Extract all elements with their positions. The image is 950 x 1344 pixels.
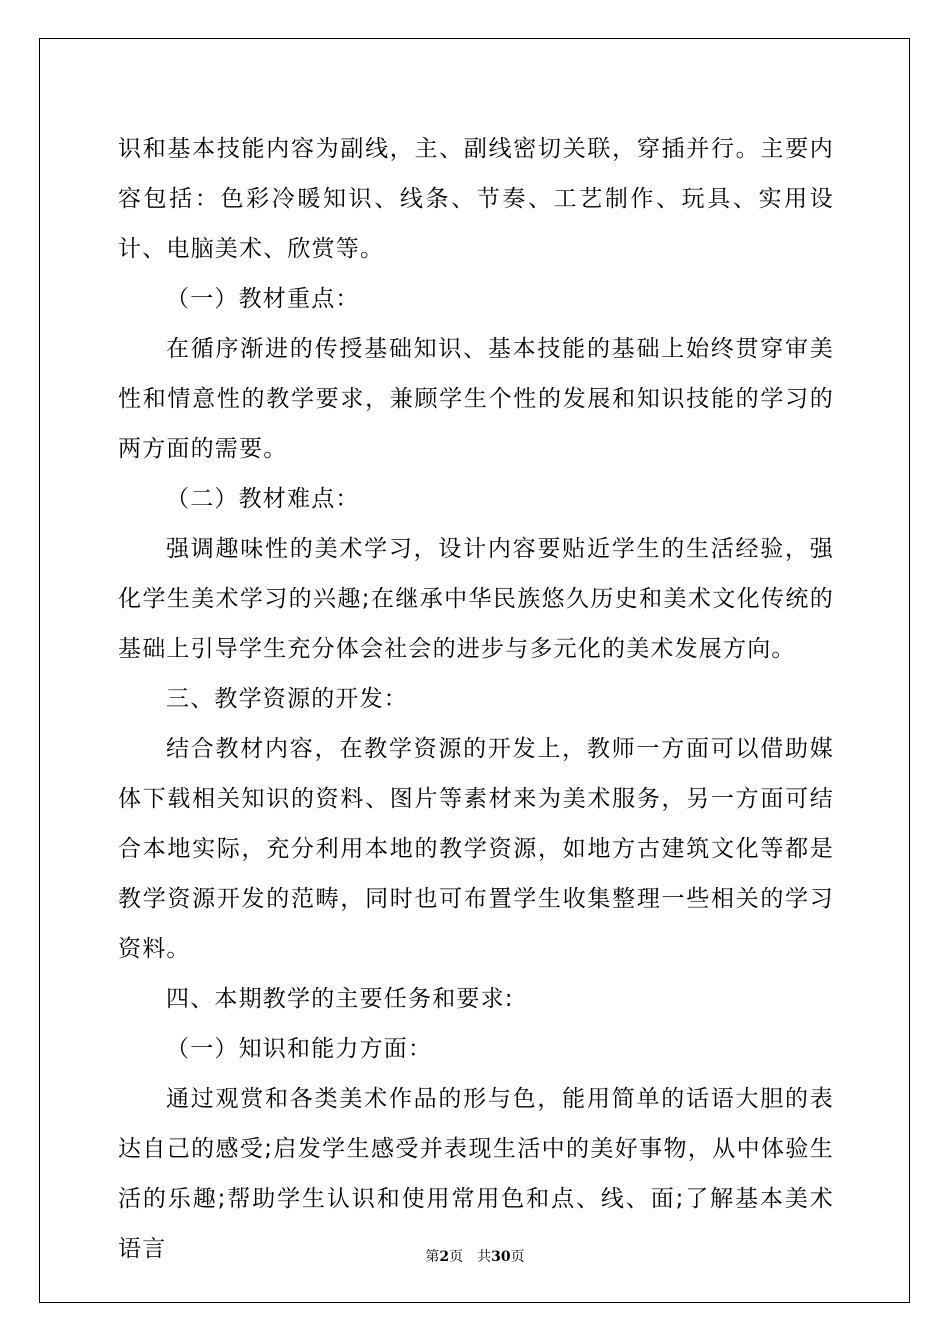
total-prefix: 共	[477, 1249, 492, 1265]
page-suffix: 页	[449, 1249, 464, 1265]
page-footer	[0, 1247, 950, 1267]
paragraph-5: 通过观赏和各类美术作品的形与色，能用简单的话语大胆的表达自己的感受;启发学生感受并表现生活中的美好事物，从中体验生活的乐趣;帮助学生认识和使用常用色和点、线、面;了解基本美术语言	[118, 1086, 834, 1262]
page-number: 2	[439, 1249, 450, 1265]
paragraph-2: 在循序渐进的传授基础知识、基本技能的基础上始终贯穿审美性和情意性的教学要求，兼顾学生个性的发展和知识技能的学习的两方面的需要。	[118, 336, 834, 462]
page-prefix: 第	[425, 1249, 440, 1265]
paragraph-3: 强调趣味性的美术学习，设计内容要贴近学生的生活经验，强化学生美术学习的兴趣;在继承中华民族悠久历史和美术文化传统的基础上引导学生充分体会社会的进步与多元化的美术发展方向。	[118, 536, 834, 662]
total-suffix: 页	[510, 1249, 525, 1265]
heading-resource-development: 三、教学资源的开发：	[166, 686, 408, 712]
heading-textbook-focus: （一）教材重点：	[166, 286, 360, 312]
document-body	[118, 124, 834, 1274]
heading-knowledge-ability: （一）知识和能力方面：	[166, 1036, 433, 1062]
heading-tasks-requirements: 四、本期教学的主要任务和要求:	[166, 986, 514, 1012]
paragraph-1: 识和基本技能内容为副线，主、副线密切关联，穿插并行。主要内容包括：色彩冷暖知识、线条、节奏、工艺制作、玩具、实用设计、电脑美术、欣赏等。	[118, 136, 834, 262]
paragraph-4: 结合教材内容，在教学资源的开发上，教师一方面可以借助媒体下载相关知识的资料、图片等素材来为美术服务，另一方面可结合本地实际，充分利用本地的教学资源，如地方古建筑文化等都是教学资源开发的范畴，同时也可布置学生收集整理一些相关的学习资料。	[118, 736, 834, 962]
heading-textbook-difficulty: （二）教材难点：	[166, 486, 360, 512]
total-pages: 30	[491, 1249, 511, 1265]
